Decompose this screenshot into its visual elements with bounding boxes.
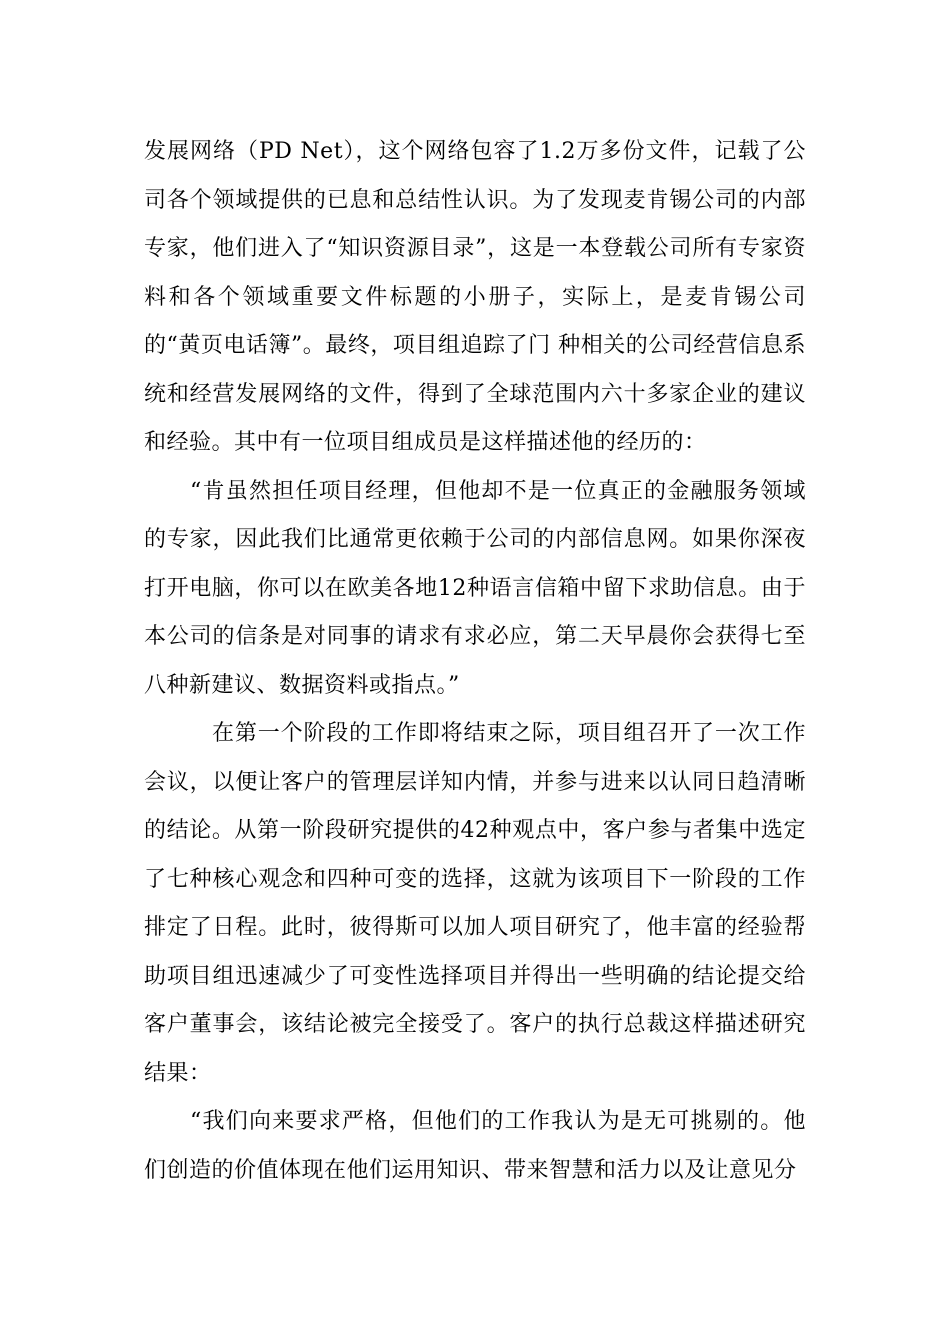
paragraph-1: 发展网络（PD Net），这个网络包容了1.2万多份文件，记载了公司各个领域提供的已息和总结性认识。为了发现麦肯锡公司的内部专家，他们进入了“知识资源目录”，这是一本登载公司所有专家资料和各个领域重要文件标题的小册子，实际上，是麦肯锡公司的“黄页电话簿”。最终，项目组追踪了门 种相关的公司经营信息系统和经营发展网络的文件，得到了全球范围内六十多家企业的建议和经验。其中有一位项目组成员是这样描述他的经历的： bbox=[144, 139, 806, 455]
paragraph-3: 在第一个阶段的工作即将结束之际，项目组召开了一次工作会议，以便让客户的管理层详知内情，并参与进来以认同日趋清晰的结论。从第一阶段研究提供的42种观点中，客户参与者集中选定了七种核心观念和四种可变的选择，这就为该项目下一阶段的工作排定了日程。此时，彼得斯可以加人项目研究了，他丰富的经验帮助项目组迅速减少了可变性选择项目并得出一些明确的结论提交给客户董事会，该结论被完全接受了。客户的执行总裁这样描述研究结果： bbox=[144, 721, 806, 1086]
document-page bbox=[144, 128, 806, 1195]
paragraph-2: “肯虽然担任项目经理，但他却不是一位真正的金融服务领域的专家，因此我们比通常更依赖于公司的内部信息网。如果你深夜打开电脑，你可以在欧美各地12种语言信箱中留下求助信息。由于本公司的信条是对同事的请求有求必应，第二天早晨你会获得七至八种新建议、数据资料或指点。” bbox=[144, 478, 806, 698]
paragraph-4: “我们向来要求严格，但他们的工作我认为是无可挑剔的。他们创造的价值体现在他们运用知识、带来智慧和活力以及让意见分 bbox=[144, 1109, 806, 1183]
